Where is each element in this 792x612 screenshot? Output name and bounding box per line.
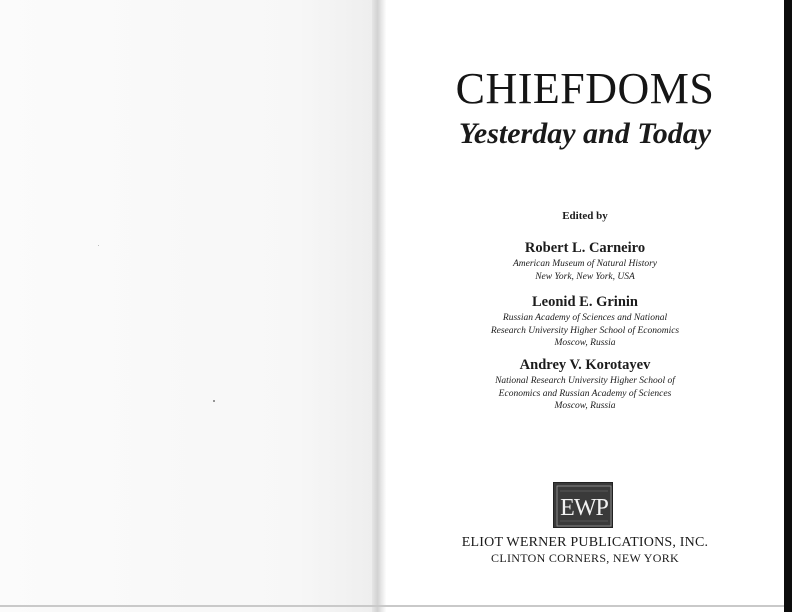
publisher-logo (553, 482, 613, 528)
book-subtitle: Yesterday and Today (458, 117, 712, 150)
affiliation-line: Moscow, Russia (554, 338, 616, 348)
affiliation-line: National Research University Higher School of (495, 376, 675, 386)
scan-speck (98, 245, 99, 246)
scan-speck (213, 400, 215, 402)
editor-affiliation (386, 312, 784, 350)
left-blank-page (0, 0, 374, 612)
edited-by-label: Edited by (562, 210, 608, 222)
book-title: CHIEFDOMS (455, 64, 715, 113)
editor-block (386, 356, 784, 413)
scan-bottom-line (0, 605, 792, 607)
ewp-logo-mark (554, 483, 614, 529)
editor-block (386, 239, 784, 283)
editor-affiliation (386, 258, 784, 283)
logo-letters: EWP (560, 495, 608, 521)
affiliation-line: Moscow, Russia (554, 401, 616, 411)
editor-affiliation (386, 375, 784, 413)
editor-name: Leonid E. Grinin (532, 294, 638, 310)
scan-right-edge (784, 0, 792, 612)
publisher-name: ELIOT WERNER PUBLICATIONS, INC. (461, 535, 709, 550)
affiliation-line: Research University Higher School of Economics (490, 325, 680, 336)
affiliation-line: Economics and Russian Academy of Sciences (498, 388, 672, 399)
editor-name: Andrey V. Korotayev (519, 357, 651, 373)
publisher-place: CLINTON CORNERS, NEW YORK (491, 551, 679, 565)
page-gutter (372, 0, 386, 612)
editor-block (386, 293, 784, 350)
affiliation-line: Russian Academy of Sciences and National (502, 313, 668, 323)
affiliation-line: American Museum of Natural History (512, 259, 658, 269)
editor-name: Robert L. Carneiro (524, 240, 646, 256)
affiliation-line: New York, New York, USA (535, 271, 635, 282)
